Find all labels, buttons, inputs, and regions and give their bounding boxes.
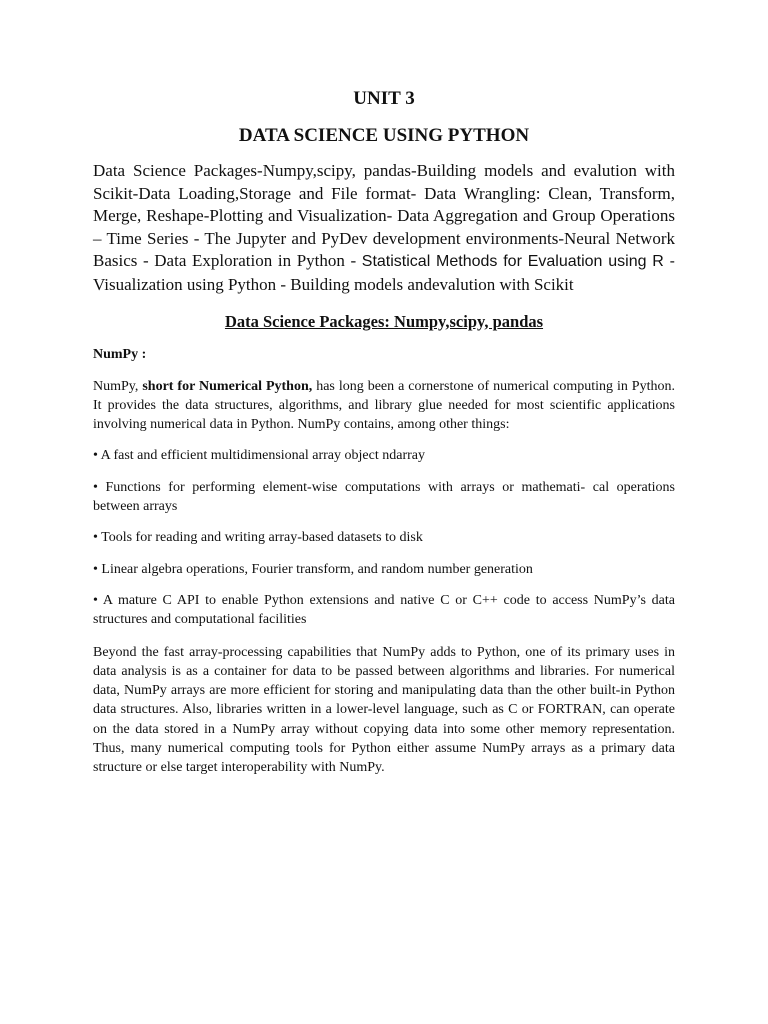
- syllabus-part-3: Visualization using Python - Building models andevalution with Scikit: [93, 274, 574, 294]
- syllabus-part-2: Statistical Methods for Evaluation using R -: [361, 253, 676, 271]
- page-title: DATA SCIENCE USING PYTHON: [238, 125, 530, 146]
- bullet-item: • Tools for reading and writing array-based datasets to disk: [93, 530, 423, 546]
- bullet-item: • A fast and efficient multidimensional array object ndarray: [93, 448, 425, 464]
- unit-heading: UNIT 3: [353, 88, 415, 109]
- syllabus-part-1: Data Science Packages-Numpy,scipy, pandas-Building models and evalution with Scikit-Data Loading,Storage and File format- Data Wrangling: Clean, Transform, Merge, Reshape-Plotting and Visualization- Data Aggregation and Group Operations – Time Series - The Jupyter and PyDev development environments-Neural Network Basics - Data Exploration in Python -: [93, 161, 675, 271]
- intro-bold: short for Numerical Python,: [142, 378, 313, 394]
- numpy-intro-paragraph: [93, 377, 675, 435]
- bullet-item: • Functions for performing element-wise computations with arrays or mathemati- cal operations between arrays: [93, 479, 675, 515]
- document-page: [93, 88, 675, 778]
- numpy-heading: NumPy :: [93, 346, 147, 362]
- section-heading: Data Science Packages: Numpy,scipy, pandas: [224, 311, 544, 331]
- intro-rest: has long been a cornerstone of numerical computing in Python. It provides the data structures, algorithms, and library glue needed for most scientific applications involving numerical data in Python. NumPy contains, among other things:: [93, 378, 675, 433]
- closing-paragraph: Beyond the fast array-processing capabilities that NumPy adds to Python, one of its primary uses in data analysis is as a container for data to be passed between algorithms and libraries. For numerical data, NumPy arrays are more efficient for storing and manipulating data than the other built-in Python data structures. Also, libraries written in a lower-level language, such as C or FORTRAN, can operate on the data stored in a NumPy array without copying data into some other memory representation. Thus, many numerical computing tools for Python either assume NumPy arrays as a primary data structure or else target interoperability with NumPy.: [93, 644, 675, 776]
- bullet-item: • Linear algebra operations, Fourier transform, and random number generation: [93, 561, 533, 577]
- intro-prefix: NumPy,: [93, 378, 143, 394]
- syllabus-paragraph: [93, 160, 675, 297]
- bullet-item: • A mature C API to enable Python extensions and native C or C++ code to access NumPy’s data structures and computational facilities: [93, 592, 675, 628]
